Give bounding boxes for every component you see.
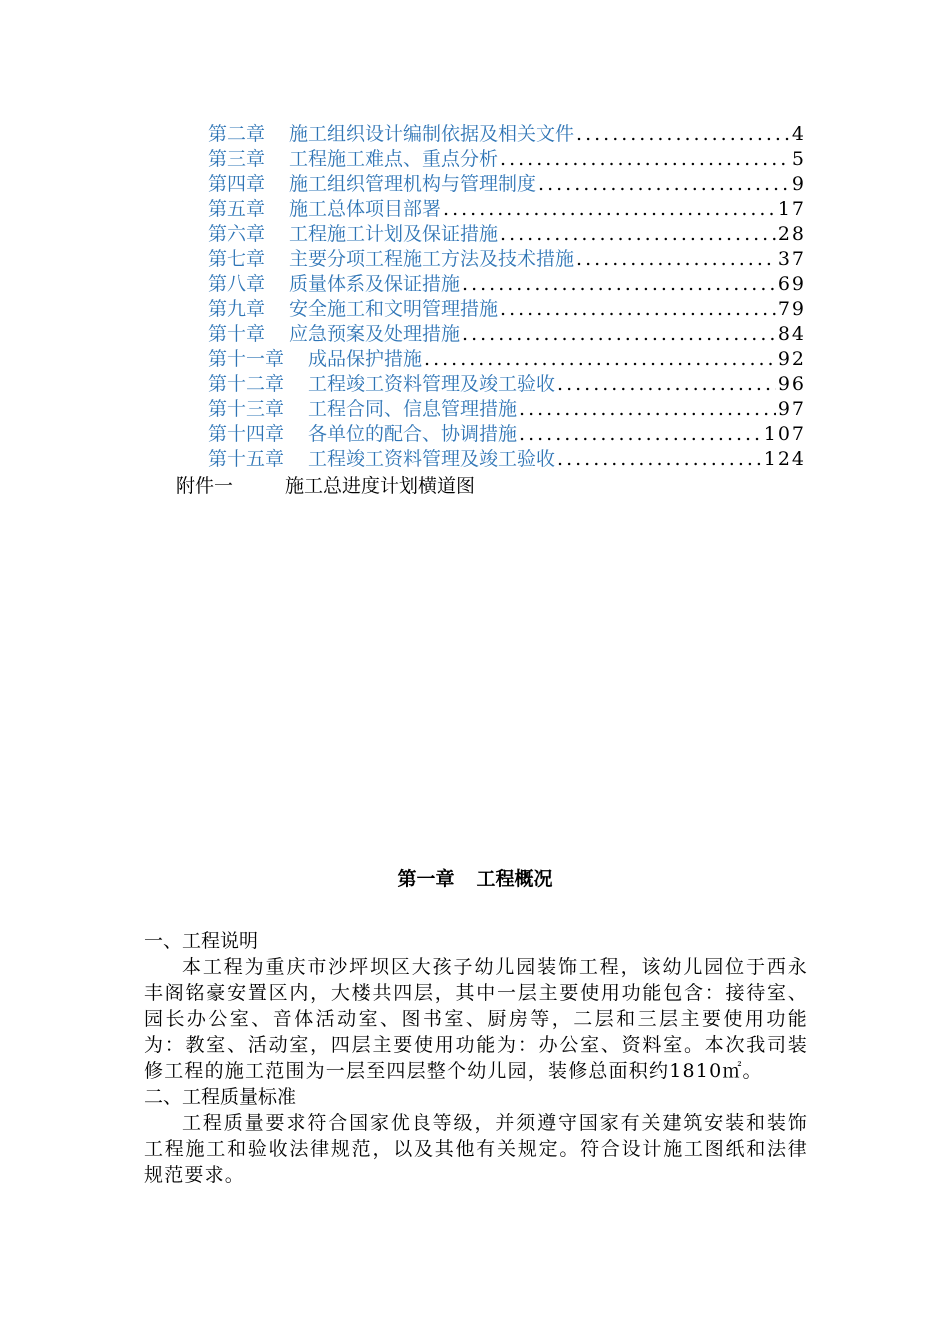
toc-entry[interactable] — [208, 372, 806, 397]
section-heading: 一、工程说明 — [144, 930, 259, 952]
toc-chapter-title: 工程竣工资料管理及竣工验收 — [308, 448, 556, 470]
section-paragraph: 本工程为重庆市沙坪坝区大孩子幼儿园装饰工程，该幼儿园位于西永丰阁铭豪安置区内，大楼共四层，其中一层主要使用功能包含：接待室、园长办公室、音体活动室、图书室、厨房等，二层和三层主要使用功能为：教室、活动室，四层主要使用功能为：办公室、资料室。本次我司装修工程的施工范围为一层至四层整个幼儿园，装修总面积约1810㎡。 — [144, 956, 808, 1082]
toc-dot-leader — [557, 372, 776, 397]
toc-chapter-title: 质量体系及保证措施 — [289, 273, 461, 295]
toc-dot-leader — [576, 122, 790, 147]
toc-chapter-number: 第七章 — [208, 248, 266, 270]
toc-page-number: 79 — [777, 298, 806, 320]
appendix-label: 附件一 — [176, 475, 234, 497]
toc-chapter-title: 工程施工难点、重点分析 — [289, 148, 499, 170]
toc-dot-leader — [500, 297, 776, 322]
toc-chapter-title: 施工组织管理机构与管理制度 — [289, 173, 537, 195]
toc-chapter-title: 工程竣工资料管理及竣工验收 — [308, 373, 556, 395]
toc-entry[interactable] — [208, 297, 806, 322]
toc-dot-leader — [443, 197, 776, 222]
toc-page-number: 5 — [791, 148, 806, 170]
chapter-title: 工程概况 — [476, 868, 553, 890]
toc-page-number: 17 — [777, 198, 806, 220]
toc-dot-leader — [500, 147, 790, 172]
toc-chapter-number: 第二章 — [208, 123, 266, 145]
toc-chapter-number: 第五章 — [208, 198, 266, 220]
toc-chapter-title: 各单位的配合、协调措施 — [308, 423, 518, 445]
table-of-contents — [208, 122, 806, 472]
toc-page-number: 9 — [791, 173, 806, 195]
toc-chapter-title: 施工总体项目部署 — [289, 198, 442, 220]
toc-page-number: 97 — [777, 398, 806, 420]
toc-page-number: 84 — [777, 323, 806, 345]
appendix-entry — [176, 474, 475, 499]
toc-entry[interactable] — [208, 172, 806, 197]
toc-chapter-number: 第十五章 — [208, 448, 285, 470]
toc-entry[interactable] — [208, 147, 806, 172]
chapter-body — [144, 928, 808, 1188]
chapter-number: 第一章 — [397, 868, 455, 890]
toc-chapter-number: 第八章 — [208, 273, 266, 295]
toc-chapter-number: 第四章 — [208, 173, 266, 195]
toc-page-number: 96 — [777, 373, 806, 395]
toc-page-number: 28 — [777, 223, 806, 245]
toc-page-number: 37 — [777, 248, 806, 270]
toc-dot-leader — [519, 422, 762, 447]
toc-entry[interactable] — [208, 247, 806, 272]
toc-entry[interactable] — [208, 322, 806, 347]
toc-page-number: 4 — [791, 123, 806, 145]
toc-page-number: 107 — [763, 423, 806, 445]
toc-dot-leader — [557, 447, 762, 472]
toc-chapter-number: 第十章 — [208, 323, 266, 345]
section-paragraph: 工程质量要求符合国家优良等级，并须遵守国家有关建筑安装和装饰工程施工和验收法律规范，以及其他有关规定。符合设计施工图纸和法律规范要求。 — [144, 1112, 808, 1186]
toc-dot-leader — [538, 172, 790, 197]
toc-chapter-title: 施工组织设计编制依据及相关文件 — [289, 123, 575, 145]
section-heading: 二、工程质量标准 — [144, 1086, 297, 1108]
toc-entry[interactable] — [208, 422, 806, 447]
toc-chapter-number: 第三章 — [208, 148, 266, 170]
toc-dot-leader — [462, 322, 776, 347]
toc-dot-leader — [424, 347, 776, 372]
toc-chapter-number: 第十一章 — [208, 348, 285, 370]
appendix-title: 施工总进度计划横道图 — [285, 475, 476, 497]
toc-entry[interactable] — [208, 197, 806, 222]
toc-entry[interactable] — [208, 397, 806, 422]
toc-chapter-title: 主要分项工程施工方法及技术措施 — [289, 248, 575, 270]
toc-entry[interactable] — [208, 222, 806, 247]
toc-chapter-title: 应急预案及处理措施 — [289, 323, 461, 345]
toc-dot-leader — [519, 397, 776, 422]
toc-chapter-number: 第九章 — [208, 298, 266, 320]
toc-entry[interactable] — [208, 447, 806, 472]
toc-entry[interactable] — [208, 347, 806, 372]
toc-chapter-number: 第十三章 — [208, 398, 285, 420]
toc-page-number: 124 — [763, 448, 806, 470]
toc-dot-leader — [576, 247, 776, 272]
toc-dot-leader — [500, 222, 776, 247]
toc-entry[interactable] — [208, 272, 806, 297]
toc-chapter-number: 第十二章 — [208, 373, 285, 395]
toc-page-number: 92 — [777, 348, 806, 370]
toc-dot-leader — [462, 272, 776, 297]
toc-chapter-title: 安全施工和文明管理措施 — [289, 298, 499, 320]
toc-page-number: 69 — [777, 273, 806, 295]
toc-entry[interactable] — [208, 122, 806, 147]
chapter-heading — [0, 866, 950, 892]
toc-chapter-number: 第六章 — [208, 223, 266, 245]
toc-chapter-title: 成品保护措施 — [308, 348, 423, 370]
toc-chapter-title: 工程施工计划及保证措施 — [289, 223, 499, 245]
toc-chapter-number: 第十四章 — [208, 423, 285, 445]
toc-chapter-title: 工程合同、信息管理措施 — [308, 398, 518, 420]
